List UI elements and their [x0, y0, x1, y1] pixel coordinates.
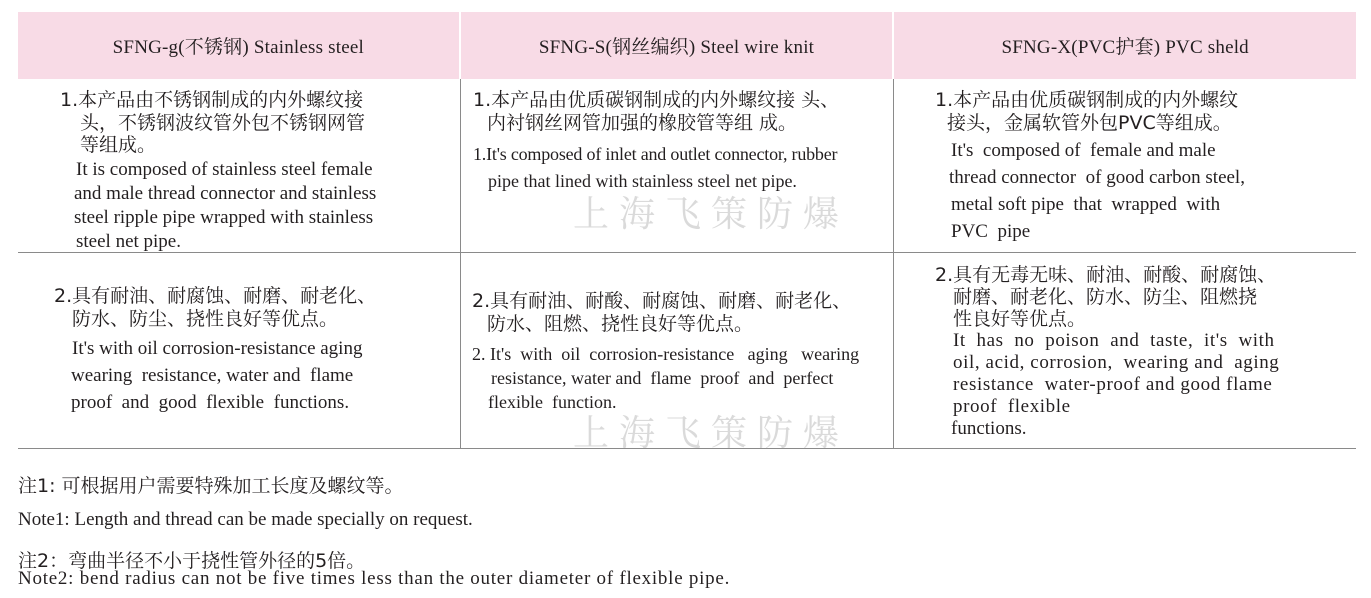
cell-en-line: PVC pipe: [951, 221, 1031, 242]
cell-pvc-composition: [894, 79, 1356, 252]
cell-en-line: and male thread connector and stainless: [74, 183, 377, 204]
cell-stainless-composition: [18, 79, 460, 252]
cell-zh-line: 防水、防尘、挠性良好等优点。: [72, 308, 339, 330]
cell-zh-line: 1.本产品由优质碳钢制成的内外螺纹: [935, 89, 1239, 111]
header-stainless-steel: SFNG-g(不锈钢) Stainless steel: [112, 37, 364, 58]
cell-zh-line: 1.本产品由不锈钢制成的内外螺纹接: [60, 89, 364, 111]
cell-zh-line: 防水、阻燃、挠性良好等优点。: [487, 313, 754, 335]
cell-zh-line: 1.本产品由优质碳钢制成的内外螺纹接 头、: [473, 89, 840, 111]
cell-zh-line: 2.具有无毒无味、耐油、耐酸、耐腐蚀、: [935, 264, 1277, 286]
cell-zh-line: 性良好等优点。: [953, 308, 1087, 330]
cell-zh-line: 接头，金属软管外包PVC等组成。: [947, 112, 1232, 134]
cell-zh-line: 2.具有耐油、耐酸、耐腐蚀、耐磨、耐老化、: [472, 290, 852, 312]
cell-en-line: steel net pipe.: [76, 231, 181, 252]
cell-en-line: It is composed of stainless steel female: [76, 159, 373, 180]
cell-en-line: It has no poison and taste, it's with: [953, 330, 1275, 351]
cell-en-line: metal soft pipe that wrapped with: [951, 194, 1221, 215]
cell-zh-line: 等组成。: [80, 134, 157, 156]
cell-en-line: steel ripple pipe wrapped with stainless: [74, 207, 374, 228]
cell-en-line: resistance, water and flame proof and perfect: [491, 368, 834, 388]
note-1-zh: 注1: 可根据用户需要特殊加工长度及螺纹等。: [18, 475, 404, 497]
table-header-row: [18, 12, 1356, 79]
cell-en-line: functions.: [951, 418, 1027, 439]
cell-en-line: thread connector of good carbon steel,: [949, 167, 1245, 188]
cell-en-line: proof and good flexible functions.: [71, 392, 350, 413]
cell-en-line: pipe that lined with stainless steel net pipe.: [488, 171, 797, 191]
cell-en-line: oil, acid, corrosion, wearing and aging: [953, 352, 1280, 373]
cell-en-line: It's with oil corrosion-resistance aging: [72, 338, 363, 359]
header-pvc-sheld: SFNG-X(PVC护套) PVC sheld: [892, 12, 1356, 79]
watermark-text: 上海飞策防爆: [573, 413, 850, 454]
cell-zh-line: 内衬钢丝网管加强的橡胶管等组 成。: [487, 112, 798, 134]
cell-zh-line: 头，不锈钢波纹管外包不锈钢网管: [80, 112, 366, 134]
cell-stainless-features: [18, 253, 460, 448]
note-2-en: Note2: bend radius can not be five times less than the outer diameter of flexible pipe.: [18, 568, 731, 589]
cell-pvc-features: [894, 253, 1356, 448]
note-1-en: Note1: Length and thread can be made specially on request.: [18, 509, 473, 530]
watermark-text: 上海飞策防爆: [573, 194, 850, 235]
cell-zh-line: 耐磨、耐老化、防水、防尘、阻燃挠: [953, 286, 1258, 308]
note-2-zh: 注2：弯曲半径不小于挠性管外径的5倍。: [18, 550, 366, 572]
cell-en-line: wearing resistance, water and flame: [71, 365, 354, 386]
cell-en-line: 2. It's with oil corrosion-resistance aging wearing: [472, 344, 860, 364]
cell-en-line: proof flexible: [953, 396, 1071, 417]
header-steel-wire-knit: SFNG-S(钢丝编织) Steel wire knit: [459, 12, 893, 79]
cell-en-line: resistance water-proof and good flame: [953, 374, 1273, 395]
cell-en-line: It's composed of female and male: [951, 140, 1216, 161]
cell-zh-line: 2.具有耐油、耐腐蚀、耐磨、耐老化、: [54, 285, 377, 307]
cell-en-line: 1.It's composed of inlet and outlet connector, rubber: [473, 144, 838, 164]
cell-en-line: flexible function.: [488, 392, 617, 412]
